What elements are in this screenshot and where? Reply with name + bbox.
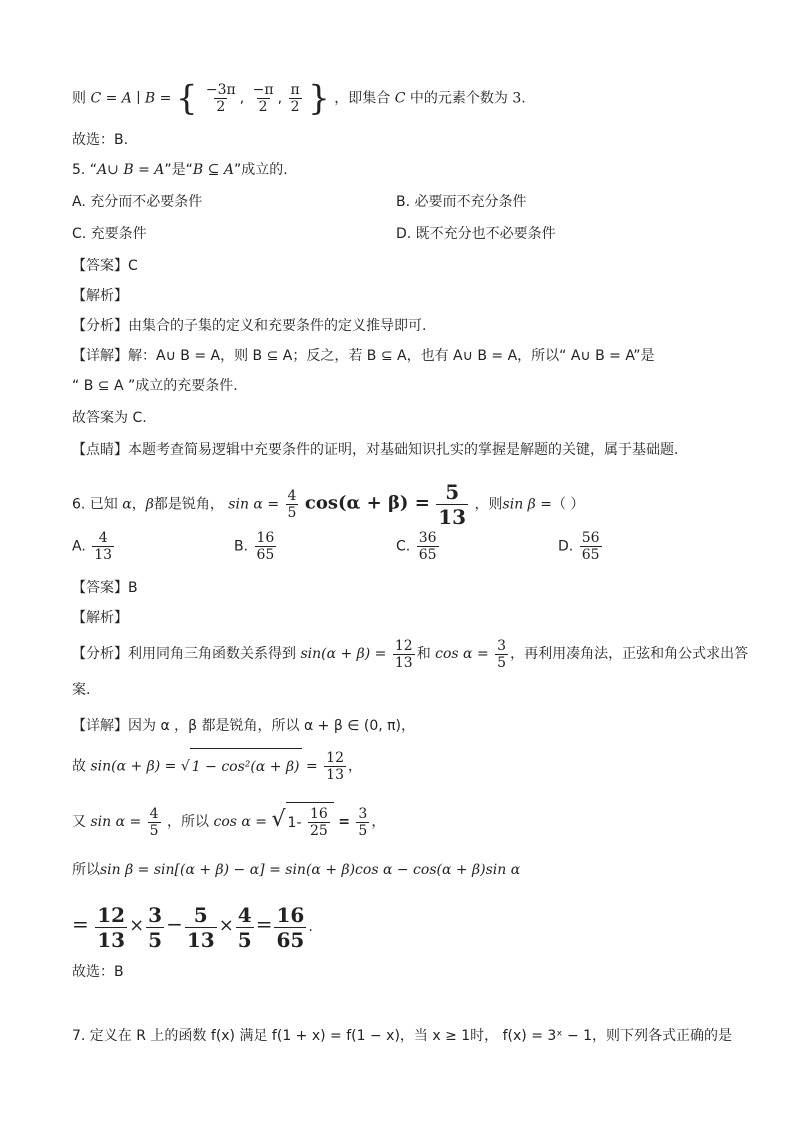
q6-option-b: B. $\frac{16}{65}$ (234, 530, 275, 563)
frac: $\frac{12}{13}$ (394, 637, 413, 671)
math-expr: sin β = (502, 496, 552, 513)
text: ，则 (474, 496, 503, 513)
fenxi-tag: 【分析】 (72, 646, 128, 662)
q6-option-d: D. $\frac{56}{65}$ (558, 530, 600, 563)
minus: − (166, 912, 183, 936)
text: 和 (416, 646, 431, 662)
dot: . (521, 90, 526, 107)
text: 5. “ (72, 162, 98, 178)
sqrt-sign: √ (180, 758, 190, 775)
math-expr: sin α = (228, 496, 280, 513)
text: 故 (72, 758, 86, 775)
choice-line: 故选：B. (72, 132, 129, 148)
dianjing-tag: 【点睛】 (72, 442, 128, 458)
frac-pi2-neg: $\frac{-\pi}{2}$ (252, 82, 274, 115)
text: ，再利用凑角法，正弦和角公式求出答 (510, 646, 749, 662)
answer-tag: 【答案】 (72, 258, 128, 274)
number: 3 (512, 90, 522, 107)
frac: $\frac{4}{5}$ (287, 488, 297, 521)
q5-option-a: A. 充分而不必要条件 (72, 194, 203, 210)
frac: $\frac{5}{13}$ (186, 902, 215, 952)
text: ”成立的. (233, 162, 288, 178)
q6-option-c: C. $\frac{36}{65}$ (396, 530, 437, 563)
frac: $\frac{4}{13}$ (94, 530, 113, 563)
text: 利用同角三角函数关系得到 (128, 646, 296, 662)
set-c-line: 则 C = A ∣ B = { $\frac{-3\pi}{2}$ , $\frac{-\pi}{2}$ , $\frac{\pi}{2}$ } ，即集合 C 中的元素个数为 3. (72, 78, 526, 119)
q5-conclusion: 故答案为 C. (72, 410, 147, 426)
math-expr: cos(α + β) = (304, 492, 430, 514)
q6-xiangjie-1 (72, 716, 415, 736)
answer-tag: 【答案】 (72, 580, 128, 596)
q5-option-b: B. 必要而不充分条件 (396, 194, 527, 210)
text: 本题考查简易逻辑中充要条件的证明，对基础知识扎实的掌握是解题的关键，属于基础题. (128, 442, 679, 458)
math-expr: sin α = (90, 814, 142, 830)
q6-stem (72, 480, 584, 529)
q6-xiangjie-2 (72, 748, 362, 785)
frac: $\frac{3}{5}$ (497, 637, 507, 671)
text: 中的元素个数为 (409, 90, 508, 107)
equals: = (305, 758, 318, 775)
text: 都是锐角， (153, 496, 224, 513)
text: ，所以 (167, 814, 210, 830)
left-brace: { (175, 78, 198, 119)
text: 由集合的子集的定义和充要条件的定义推导即可. (128, 318, 427, 334)
q6-conclusion: 故选：B (72, 964, 124, 980)
text: ， (347, 758, 362, 775)
frac: $\frac{12}{13}$ (97, 902, 126, 952)
frac: $\frac{16}{65}$ (276, 902, 305, 952)
frac: $\frac{36}{65}$ (418, 530, 437, 563)
xiangjie-tag: 【详解】 (72, 718, 128, 734)
q5-answer (72, 256, 138, 276)
frac: $\frac{5}{13}$ (438, 480, 467, 529)
frac: $\frac{3}{5}$ (358, 805, 368, 839)
equals: = (255, 912, 273, 936)
q5-dianjing (72, 440, 678, 460)
frac: $\frac{4}{5}$ (237, 902, 252, 952)
equals: = (338, 814, 350, 830)
q5-jiexi: 【解析】 (72, 288, 128, 304)
math-expr: sin(α + β) = (300, 646, 387, 662)
times: × (129, 915, 145, 936)
answer-value: C (128, 258, 138, 274)
math-expr: B ⊆ A (192, 162, 234, 178)
fenxi-tag: 【分析】 (72, 318, 128, 334)
frac-pi2: $\frac{\pi}{2}$ (290, 82, 300, 115)
math-var: C (394, 90, 406, 107)
dot: . (308, 919, 313, 935)
q6-xiangjie-3 (72, 800, 385, 843)
frac: $\frac{3}{5}$ (148, 902, 163, 952)
q5-fenxi (72, 316, 426, 336)
math-expr: cos α = (435, 646, 489, 662)
math-expr: sin(α + β) = (90, 758, 177, 775)
text: 所以 (72, 862, 100, 878)
equals: = (72, 912, 89, 936)
q6-fenxi-cont: 案. (72, 682, 91, 698)
frac: $\frac{4}{5}$ (149, 805, 159, 839)
text: ， (371, 814, 386, 830)
q6-answer (72, 578, 138, 598)
text: 因为 α ，β 都是锐角，所以 α + β ∈ (0, π)， (128, 718, 416, 734)
q5-xiangjie-cont: “ B ⊆ A ”成立的充要条件. (72, 378, 238, 394)
math-expr: A∪ B = A (97, 162, 165, 178)
xiangjie-tag: 【详解】 (72, 348, 128, 364)
text: ，即集合 (334, 90, 391, 107)
frac: $\frac{12}{13}$ (326, 750, 344, 783)
math-expr: sin β = sin[(α + β) − α] = sin(α + β)cos α − cos(α + β)sin α (100, 862, 521, 878)
answer-value: B (128, 580, 138, 596)
right-brace: } (308, 78, 330, 119)
text: 6. 已知 (72, 496, 118, 513)
math-var: β (145, 496, 154, 513)
q5-xiangjie (72, 346, 654, 366)
frac: $\frac{16}{65}$ (256, 530, 275, 563)
frac: $\frac{56}{65}$ (581, 530, 600, 563)
q6-option-a: A. $\frac{4}{13}$ (72, 530, 113, 563)
text: ， (131, 496, 146, 513)
q5-option-d: D. 既不充分也不必要条件 (396, 226, 556, 242)
text: 解：A∪ B = A，则 B ⊆ A；反之，若 B ⊆ A，也有 A∪ B = A，所以“ A∪ B = A”是 (128, 348, 655, 364)
text: 则 (72, 90, 86, 107)
q6-xiangjie-5 (72, 900, 313, 952)
q6-xiangjie-4 (72, 860, 520, 880)
sqrt-sign: √ (271, 807, 286, 832)
q6-jiexi: 【解析】 (72, 610, 128, 626)
frac-3pi2: $\frac{-3\pi}{2}$ (205, 82, 236, 115)
math-var: α (122, 496, 132, 513)
math-expr: C = A ∣ B = (90, 90, 172, 107)
sqrt-content: 1 − cos²(α + β) (190, 748, 302, 785)
sqrt-content: 1- $\frac{16}{25}$ (286, 802, 334, 843)
q5-stem (72, 160, 288, 180)
math-expr: cos α = (213, 814, 268, 830)
text: 又 (72, 814, 86, 830)
text: ”是“ (164, 162, 193, 178)
q5-option-c: C. 充要条件 (72, 226, 147, 242)
q6-fenxi (72, 636, 748, 672)
q7-stem: 7. 定义在 R 上的函数 f(x) 满足 f(1 + x) = f(1 − x)，当 x ≥ 1时， f(x) = 3ˣ − 1，则下列各式正确的是 (72, 1028, 733, 1044)
times: × (218, 915, 234, 936)
text: （ ） (551, 496, 585, 513)
